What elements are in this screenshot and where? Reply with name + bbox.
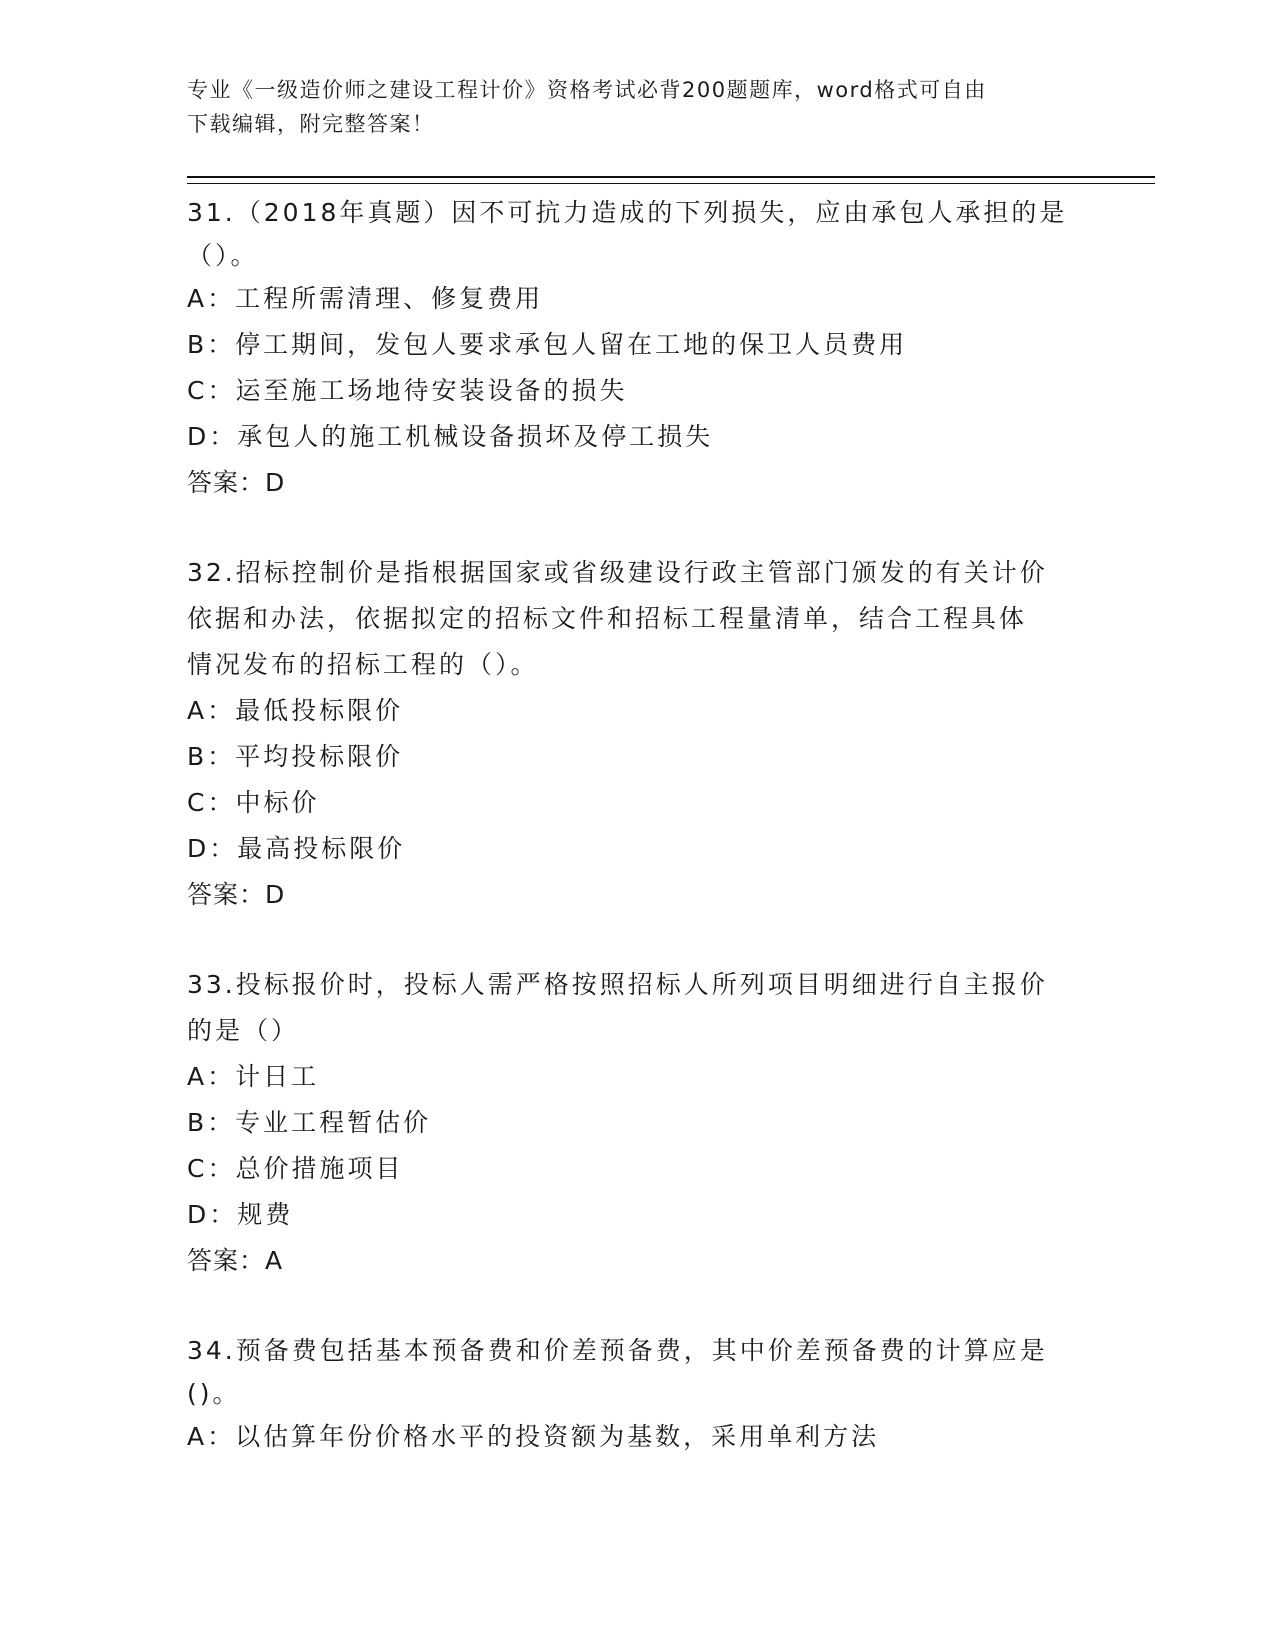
header-line-1: 专业《一级造价师之建设工程计价》资格考试必背200题题库，word格式可自由 [187, 78, 987, 102]
option-d: D：承包人的施工机械设备损坏及停工损失 [187, 422, 714, 451]
header-line-2: 下载编辑，附完整答案！ [187, 112, 435, 136]
question-text: （）。 [187, 241, 259, 270]
document-header [187, 73, 1067, 141]
question-text: 情况发布的招标工程的（）。 [187, 650, 539, 679]
option-a: A：以估算年份价格水平的投资额为基数，采用单利方法 [187, 1422, 880, 1451]
option-a: A：计日工 [187, 1062, 320, 1091]
question-text: 的是（） [187, 1016, 300, 1045]
option-d: D：最高投标限价 [187, 834, 406, 863]
option-d: D：规费 [187, 1200, 294, 1229]
question-34 [187, 1328, 1087, 1460]
option-b: B：平均投标限价 [187, 742, 404, 771]
option-b: B：专业工程暂估价 [187, 1108, 432, 1137]
answer: 答案：D [187, 880, 286, 909]
option-b: B：停工期间，发包人要求承包人留在工地的保卫人员费用 [187, 330, 908, 359]
answer: 答案：D [187, 468, 286, 497]
answer: 答案：A [187, 1246, 284, 1275]
option-a: A：工程所需清理、修复费用 [187, 284, 544, 313]
header-divider-thick [187, 176, 1155, 178]
header-divider-thin [187, 183, 1155, 184]
question-text: 32.招标控制价是指根据国家或省级建设行政主管部门颁发的有关计价 [187, 558, 1048, 587]
question-32 [187, 550, 1087, 918]
question-text: 依据和办法，依据拟定的招标文件和招标工程量清单，结合工程具体 [187, 604, 1028, 633]
question-text: 33.投标报价时，投标人需严格按照招标人所列项目明细进行自主报价 [187, 970, 1048, 999]
question-text: ()。 [187, 1379, 241, 1408]
question-text: 34.预备费包括基本预备费和价差预备费，其中价差预备费的计算应是 [187, 1336, 1048, 1365]
question-text: 31.（2018年真题）因不可抗力造成的下列损失，应由承包人承担的是 [187, 198, 1068, 227]
option-a: A：最低投标限价 [187, 696, 404, 725]
option-c: C：中标价 [187, 788, 320, 817]
question-31 [187, 190, 1087, 506]
question-33 [187, 962, 1087, 1284]
question-list [187, 190, 1087, 1460]
option-c: C：运至施工场地待安装设备的损失 [187, 376, 628, 405]
option-c: C：总价措施项目 [187, 1154, 404, 1183]
